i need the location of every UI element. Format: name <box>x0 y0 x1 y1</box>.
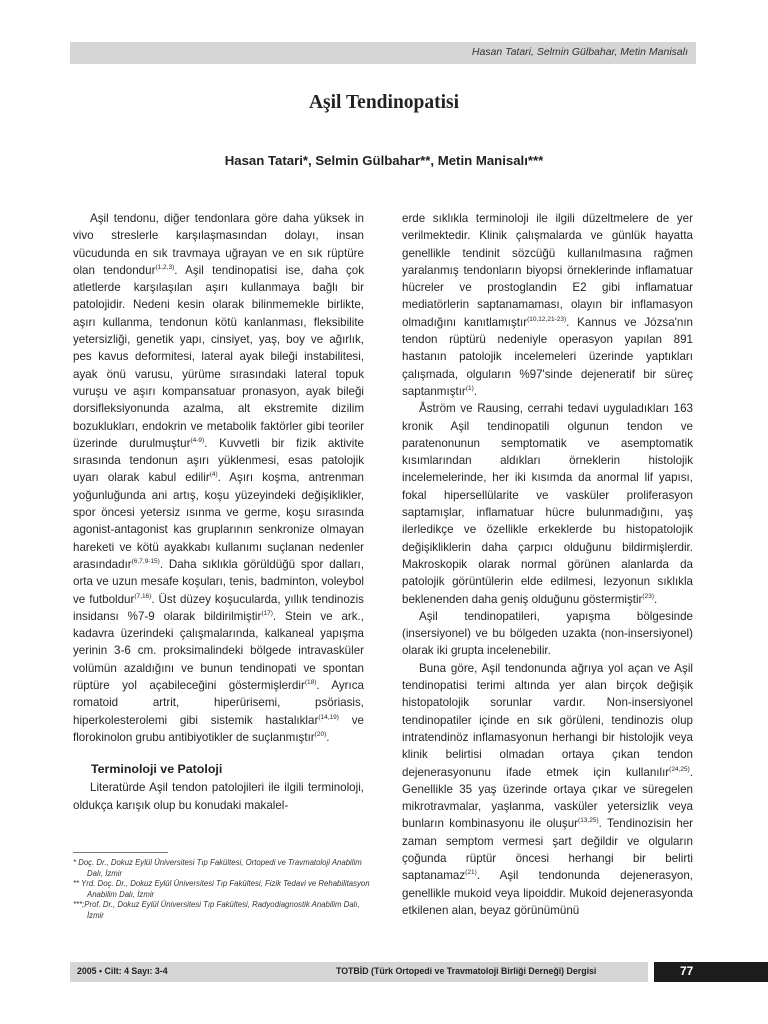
citation: (6,7,9-15) <box>131 558 160 566</box>
right-column <box>402 210 693 919</box>
classification-paragraph: Aşil tendinopatileri, yapışma bölgesinde (insersiyonel) ve bu bölgeden uzakta (non-insersiyonel) olarak iki grupta incelenebilir. <box>402 609 693 658</box>
continued-paragraph: erde sıklıkla terminoloji ile ilgili düzeltmelere de yer verilmektedir. Klinik çalışmalarda ve günlük hayatta genellikle tendinit sözcüğü kullanılmasına rağmen yaralanmış tendonların biyopsi örneklerinde inflamatuar hücreler ve prostoglandin E2 gibi inflamatuar mediatörlerin saptanamaması, olayın bir inflamasyon olmadığını kanıtlamıştır$^{(10,12,21-23)}$. Kannus ve Józsa'nın tendon rüptürü nedeniyle operasyon yapılan 891 hastanın patolojik incelemeleri üzerinde yaptıkları çalışmada, olguların %97'sinde dejeneratif bir süreç saptanmıştır$^{(1)}$. <box>402 212 693 398</box>
running-authors: Hasan Tatari, Selmin Gülbahar, Metin Manisalı <box>471 46 688 58</box>
citation: (14,19) <box>318 713 339 721</box>
page-number: 77 <box>680 964 694 978</box>
footnote-2: ** Yrd. Doç. Dr., Dokuz Eylül Üniversitesi Tıp Fakültesi, Fizik Tedavi ve Rehabilitasyon Anabilim Dalı, İzmir <box>73 879 370 899</box>
footnote-3: ***;Prof. Dr., Dokuz Eylül Üniversitesi Tıp Fakültesi, Radyodiagnostik Anabilim Dalı, İzmir <box>73 900 360 920</box>
article-title: Aşil Tendinopatisi <box>308 92 460 113</box>
citation: (17) <box>261 609 273 617</box>
citation: (20) <box>314 731 327 739</box>
terminology-paragraph: Literatürde Aşil tendon patolojileri ile ilgili terminoloji, oldukça karışık olup bu konudaki makalel- <box>73 781 364 812</box>
footer-bar <box>70 962 648 982</box>
section-heading: Terminoloji ve Patoloji <box>91 762 223 777</box>
citation: (1) <box>465 385 474 393</box>
article-authors: Hasan Tatari*, Selmin Gülbahar**, Metin Manisalı*** <box>224 153 544 168</box>
footnote-1: * Doç. Dr., Dokuz Eylül Üniversitesi Tıp Fakültesi, Ortopedi ve Travmatoloji Anabilim Dalı, İzmir <box>73 858 362 878</box>
journal-name: TOTBİD (Türk Ortopedi ve Travmatoloji Birliği Derneği) Dergisi <box>336 966 597 976</box>
footnote-divider <box>73 852 168 853</box>
citation: (1,2,3) <box>155 264 175 272</box>
running-header <box>70 42 696 64</box>
issue-info: 2005 • Cilt: 4 Sayı: 3-4 <box>77 966 168 976</box>
citation: (7,16) <box>134 592 152 600</box>
left-column <box>73 210 364 814</box>
citation: (10,12,21-23) <box>527 315 567 323</box>
citation: (23) <box>642 592 654 600</box>
footnotes <box>73 858 373 922</box>
tendinosis-paragraph: Buna göre, Aşil tendonunda ağrıya yol açan ve Aşil tendinopatisi terimi altında yer alan birçok değişik histopatolojik sorunlar vardır. Non-insersiyonel tendinopatiler içinde en sık görüleni, tendinozis olup intratendinöz inflamasyonun herhangi bir histolojik veya klinik belirtisi olmadan ortaya çıkan tendon dejenerasyonunu ifade etmek için kullanılır$^{(24,25)}$. Genellikle 35 yaş üzerinde ortaya çıkar ve süregelen mikrotravmalar, yaşlanma, vasküler yetersizlik veya bunların kombinasyonu ile oluşur$^{(13,25)}$. Tendinozisin her zaman semptom vermesi şart değildir ve olguların çoğunda rüptür öncesi herhangi bir belirti saptanamaz$^{(21)}$. Aşil tendonunda dejenerasyon, genellikle mukoid veya lipoiddir. Mukoid dejenerasyonda etkilenen alan, beyaz görünümünü <box>402 661 694 917</box>
citation: (4) <box>209 471 218 479</box>
citation: (18) <box>304 679 317 687</box>
citation: (21) <box>465 869 477 877</box>
intro-paragraph: Aşil tendonu, diğer tendonlara göre daha yüksek in vivo streslerle karşılaşmasından dolayı, insan vücudunda en sık travmaya uğrayan ve en sık rüptüre olan tendondur$^{(1,2,3)}$. Aşil tendinopatisi ise, daha çok atletlerde karşılaşılan aşırı kullanmaya bağlı bir patolojidir. Nedeni kesin olarak bilinmemekle birlikte, aşırı kullanma, tendonun kötü kanlanması, fleksibilite yetersizliği, genetik yapı, cinsiyet, yaş, boy ve ağırlık, pes kavus deformitesi, lateral ayak bileği instabilitesi, ayak önü varusu, yürüme sırasındaki lateral topuk vuruşu ve aşırı kompansatuar pronasyon, ayak bileği dorsifleksiyonunda azalma, alt ekstremite dizilim bozuklukları, endokrin ve metabolik faktörler gibi teoriler üzerinde durulmuştur$^{(4-9)}$. Kuvvetli bir fizik aktivite sırasında tendonun aşırı yüklenmesi, esas patolojik uyarı olarak kabul edilir$^{(4)}$. Aşırı koşma, antrenman yoğunluğunda ani artış, koşu yüzeyindeki değişiklikler, spor öncesi yetersiz ısınma ve germe, koşu sırasında agonist-antagonist kas gruplarının senkronize olmayan hareketi ve kötü ayakkabı kullanımı suçlanan nedenler arasındadır$^{(6,7,9-15)}$. Daha sıklıkla görüldüğü spor dalları, orta ve uzun mesafe koşuları, tenis, badminton, voleybol ve futboldur$^{(7,16)}$. Üst düzey koşucularda, yıllık tendinozis insidansı %7-9 olarak bildirilmiştir$^{(17)}$. Stein ve ark., kadavra üzerindeki çalışmalarında, kalkaneal yapışma yerinin 3-6 cm. proksimalindeki bölgede intravasküler volümün azaldığını ve bunun tendinopati ve spontan rüptüre yol açabileceğini göstermişlerdir$^{(18)}$. Ayrıca romatoid artrit, hiperürisemi, psöriasis, hiperkolesterolemi gibi sistemik hastalıklar$^{(14,19)}$ ve florokinolon grubu antibiyotikler de suçlanmıştır$^{(20)}$. <box>73 212 365 744</box>
page-number-box <box>654 962 768 982</box>
citation: (24,25) <box>669 765 690 773</box>
astrom-paragraph: Åström ve Rausing, cerrahi tedavi uyguladıkları 163 kronik Aşil tendinopatili olgunun tendon ve paratenonunun semptomatik ve asemptomatik kısımlarından aldıkları örneklerin histolojik incelemelerinde, her iki kısımda da anormal lif yapısı, fokal hipersellülarite ve vasküler proliferasyon saptamışlar, inflamatuar hücre bulunmadığını, yaş ilerledikçe ve özellikle erkeklerde bu histopatolojik değişikliklerin daha çarpıcı olduğunu bildirmişlerdir. Makroskopik olarak normal görünen alanlarda da patolojik görüntülerin elde edilmesi, lezyonun sıklıkla beklenenden daha geniş olduğunu göstermiştir$^{(23)}$. <box>402 402 693 606</box>
citation: (13,25) <box>578 817 599 825</box>
citation: (4-9) <box>190 437 205 444</box>
